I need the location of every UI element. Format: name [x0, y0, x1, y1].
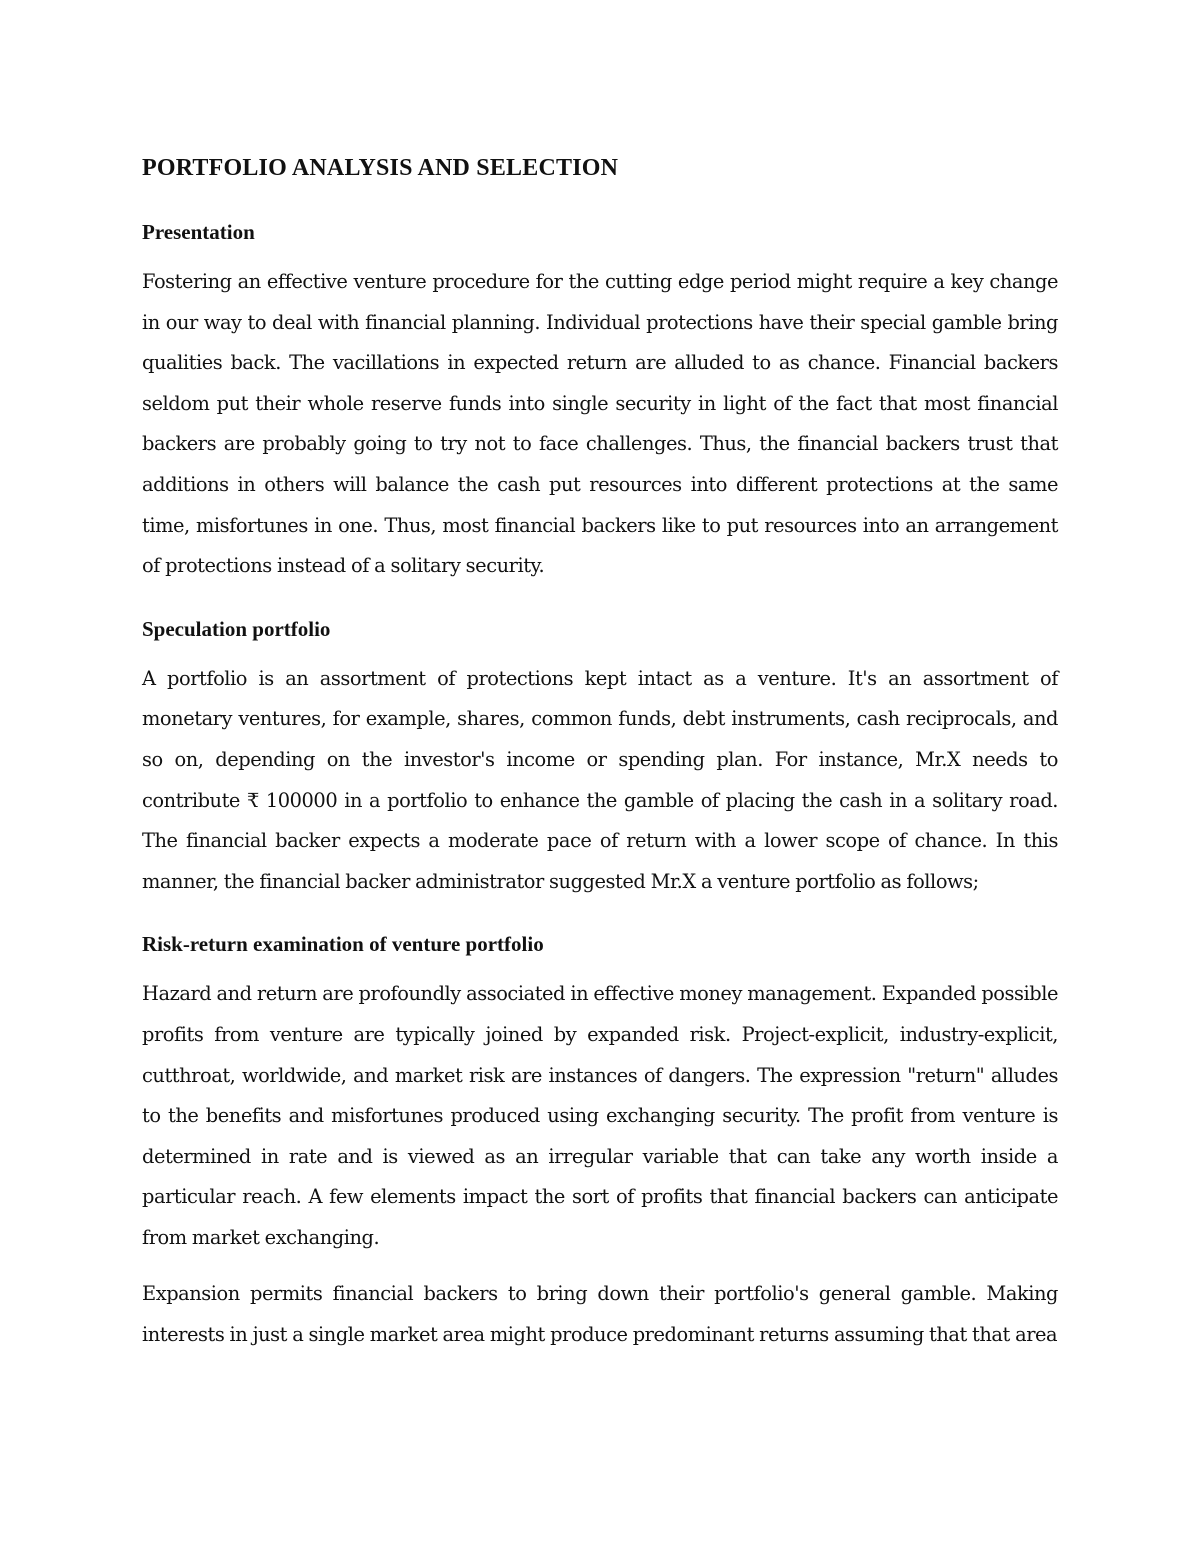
section-heading-risk-return: Risk-return examination of venture portfolio [142, 932, 544, 957]
paragraph-expansion: Expansion permits financial backers to bring down their portfolio's general gamble. Making interests in just a single market area might produce predominant returns assuming that that area [142, 1282, 1058, 1347]
section-heading-speculation-portfolio: Speculation portfolio [142, 616, 331, 641]
paragraph-presentation: Fostering an effective venture procedure for the cutting edge period might require a key change in our way to deal with financial planning. Individual protections have their special gamble bring qualities back. The vacillations in expected return are alluded to as chance. Financial backers seldom put their whole reserve funds into single security in light of the fact that most financial backers are probably going to try not to face challenges. Thus, the financial backers trust that additions in others will balance the cash put resources into different protections at the same time, misfortunes in one. Thus, most financial backers like to put resources into an arrangement of protections instead of a solitary security. [142, 270, 1058, 578]
document-body [142, 152, 1058, 1356]
paragraph-speculation-portfolio: A portfolio is an assortment of protections kept intact as a venture. It's an assortment of monetary ventures, for example, shares, common funds, debt instruments, cash reciprocals, and so on, depending on the investor's income or spending plan. For instance, Mr.X needs to contribute ₹ 100000 in a portfolio to enhance the gamble of placing the cash in a solitary road. The financial backer expects a moderate pace of return with a lower scope of chance. In this manner, the financial backer administrator suggested Mr.X a venture portfolio as follows; [142, 666, 1058, 893]
section-heading-presentation: Presentation [142, 220, 255, 244]
paragraph-risk-return: Hazard and return are profoundly associated in effective money management. Expanded possible profits from venture are typically joined by expanded risk. Project-explicit, industry-explicit, cutthroat, worldwide, and market risk are instances of dangers. The expression "return" alludes to the benefits and misfortunes produced using exchanging security. The profit from venture is determined in rate and is viewed as an irregular variable that can take any worth inside a particular reach. A few elements impact the sort of profits that financial backers can anticipate from market exchanging. [142, 982, 1058, 1249]
document-title: PORTFOLIO ANALYSIS AND SELECTION [142, 155, 619, 181]
